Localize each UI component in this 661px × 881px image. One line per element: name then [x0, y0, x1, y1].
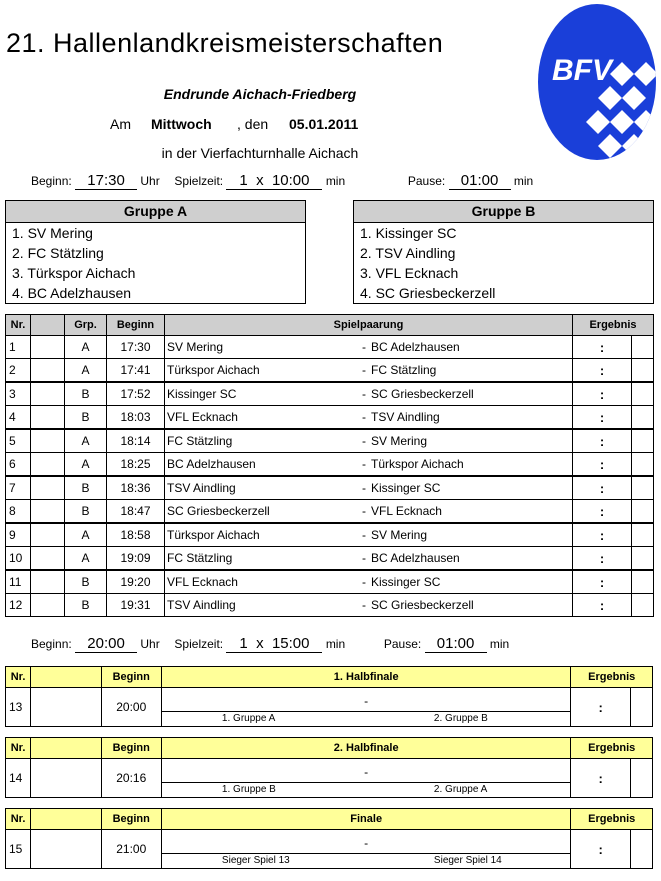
result-field[interactable]: :	[573, 523, 632, 547]
final-title: Finale	[161, 809, 571, 830]
match-time: 18:47	[107, 500, 165, 524]
group-b-team: 1. Kissinger SC	[360, 225, 457, 241]
table-row	[6, 759, 653, 798]
match-pairing	[165, 453, 573, 477]
col-result: Ergebnis	[571, 738, 653, 759]
away-team: Türkspor Aichach	[371, 457, 464, 471]
vs-dash: -	[364, 836, 369, 850]
result-field[interactable]: :	[571, 759, 630, 798]
group-b-box	[353, 200, 654, 304]
table-row	[6, 500, 654, 524]
result-field[interactable]: :	[573, 382, 632, 406]
match-nr: 5	[6, 429, 31, 453]
home-team: SV Mering	[167, 340, 224, 354]
match-nr: 13	[6, 688, 31, 727]
home-team: TSV Aindling	[167, 598, 236, 612]
match-group: A	[65, 336, 107, 359]
spielzeit-value: 1 x 10:00	[226, 172, 322, 190]
match-group: A	[65, 429, 107, 453]
match-group: B	[65, 570, 107, 594]
event-subtitle: Endrunde Aichach-Friedberg	[163, 86, 357, 102]
min-label-2: min	[489, 637, 510, 651]
away-team: SV Mering	[371, 434, 428, 448]
col-nr: Nr.	[6, 667, 31, 688]
col-nr: Nr.	[6, 738, 31, 759]
final-table	[5, 737, 653, 798]
final-pairing	[161, 688, 571, 727]
match-time: 20:16	[101, 759, 161, 798]
home-team: TSV Aindling	[167, 481, 236, 495]
col-beginn: Beginn	[101, 667, 161, 688]
min-label: min	[325, 637, 346, 651]
group-b-title: Gruppe B	[354, 201, 653, 223]
match-time: 19:31	[107, 594, 165, 617]
final-right-slot: 2. Gruppe A	[433, 784, 488, 795]
beginn-label: Beginn:	[31, 174, 72, 188]
final-table	[5, 666, 653, 727]
match-nr: 4	[6, 406, 31, 430]
result-field[interactable]: :	[571, 830, 630, 869]
match-time: 18:03	[107, 406, 165, 430]
match-pairing	[165, 429, 573, 453]
final-header-row	[6, 738, 653, 759]
result-field[interactable]: :	[573, 476, 632, 500]
result-field[interactable]: :	[573, 336, 632, 359]
schedule-header-row	[6, 315, 654, 336]
table-row	[6, 476, 654, 500]
bfv-logo	[536, 2, 658, 167]
group-a-box	[5, 200, 306, 304]
col-result: Ergebnis	[573, 315, 654, 336]
match-group: A	[65, 453, 107, 477]
vs-dash: -	[362, 575, 366, 589]
home-team: SC Griesbeckerzell	[167, 504, 270, 518]
away-team: VFL Ecknach	[371, 504, 442, 518]
schedule-table	[5, 314, 654, 617]
match-pairing	[165, 336, 573, 359]
match-nr: 1	[6, 336, 31, 359]
page-title: 21. Hallenlandkreismeisterschaften	[6, 28, 444, 58]
date-weekday: Mittwoch	[151, 116, 212, 132]
result-field[interactable]: :	[573, 406, 632, 430]
group-a-team: 2. FC Stätzling	[12, 245, 104, 261]
col-result: Ergebnis	[571, 667, 653, 688]
final-header-row	[6, 809, 653, 830]
away-team: FC Stätzling	[371, 363, 437, 377]
match-nr: 15	[6, 830, 31, 869]
match-group: B	[65, 476, 107, 500]
group-b-team: 2. TSV Aindling	[360, 245, 456, 261]
final-time-row	[31, 635, 509, 653]
result-field[interactable]: :	[573, 570, 632, 594]
match-nr: 12	[6, 594, 31, 617]
match-pairing	[165, 382, 573, 406]
col-grp: Grp.	[65, 315, 107, 336]
min-label: min	[325, 174, 346, 188]
table-row	[6, 359, 654, 383]
away-team: Kissinger SC	[371, 481, 441, 495]
vs-dash: -	[362, 410, 366, 424]
col-pairing: Spielpaarung	[165, 315, 573, 336]
group-b-team: 3. VFL Ecknach	[360, 265, 459, 281]
vs-dash: -	[362, 457, 366, 471]
home-team: FC Stätzling	[167, 551, 233, 565]
spielzeit-label: Spielzeit:	[174, 174, 224, 188]
vs-dash: -	[362, 387, 366, 401]
group-a-title: Gruppe A	[6, 201, 305, 223]
final-title: 1. Halbfinale	[161, 667, 571, 688]
pause-label: Pause:	[407, 174, 446, 188]
match-group: B	[65, 594, 107, 617]
match-group: A	[65, 359, 107, 383]
table-row	[6, 406, 654, 430]
result-field[interactable]: :	[573, 429, 632, 453]
away-team: SC Griesbeckerzell	[371, 598, 474, 612]
match-pairing	[165, 500, 573, 524]
logo-text: BFV	[552, 54, 612, 87]
date-am-label: Am	[110, 116, 131, 132]
beginn-label: Beginn:	[31, 637, 72, 651]
table-row	[6, 429, 654, 453]
uhr-label: Uhr	[140, 174, 160, 188]
match-time: 18:36	[107, 476, 165, 500]
match-time: 19:20	[107, 570, 165, 594]
col-result: Ergebnis	[571, 809, 653, 830]
table-row	[6, 830, 653, 869]
col-nr: Nr.	[6, 809, 31, 830]
home-team: VFL Ecknach	[167, 410, 238, 424]
vs-dash: -	[362, 340, 366, 354]
match-nr: 14	[6, 759, 31, 798]
match-nr: 7	[6, 476, 31, 500]
group-b-team: 4. SC Griesbeckerzell	[360, 285, 496, 301]
home-team: Türkspor Aichach	[167, 363, 260, 377]
match-time: 19:09	[107, 547, 165, 571]
col-beginn: Beginn	[101, 809, 161, 830]
vs-dash: -	[364, 694, 369, 708]
home-team: Kissinger SC	[167, 387, 237, 401]
table-row	[6, 336, 654, 359]
col-beginn: Beginn	[101, 738, 161, 759]
match-pairing	[165, 359, 573, 383]
group-a-team: 1. SV Mering	[12, 225, 93, 241]
spielzeit-value: 1 x 15:00	[226, 635, 322, 653]
match-group: A	[65, 523, 107, 547]
result-field[interactable]: :	[573, 453, 632, 477]
result-field[interactable]: :	[573, 547, 632, 571]
home-team: FC Stätzling	[167, 434, 233, 448]
venue: in der Vierfachturnhalle Aichach	[161, 145, 359, 161]
col-nr: Nr.	[6, 315, 31, 336]
match-nr: 2	[6, 359, 31, 383]
final-pairing	[161, 759, 571, 798]
result-field[interactable]: :	[573, 594, 632, 617]
home-team: VFL Ecknach	[167, 575, 238, 589]
match-nr: 9	[6, 523, 31, 547]
away-team: BC Adelzhausen	[371, 551, 460, 565]
match-nr: 3	[6, 382, 31, 406]
match-time: 18:58	[107, 523, 165, 547]
result-field[interactable]: :	[571, 688, 630, 727]
table-row	[6, 453, 654, 477]
match-time: 17:30	[107, 336, 165, 359]
vs-dash: -	[362, 434, 366, 448]
match-nr: 10	[6, 547, 31, 571]
match-group: A	[65, 547, 107, 571]
match-pairing	[165, 570, 573, 594]
match-nr: 6	[6, 453, 31, 477]
table-row	[6, 570, 654, 594]
group-a-team: 3. Türkspor Aichach	[12, 265, 136, 281]
match-group: B	[65, 406, 107, 430]
min-label-2: min	[513, 174, 534, 188]
match-nr: 11	[6, 570, 31, 594]
result-field[interactable]: :	[573, 500, 632, 524]
pause-value: 01:00	[449, 172, 511, 190]
spielzeit-label: Spielzeit:	[174, 637, 224, 651]
table-row	[6, 688, 653, 727]
match-pairing	[165, 406, 573, 430]
home-team: Türkspor Aichach	[167, 528, 260, 542]
vs-dash: -	[362, 504, 366, 518]
match-time: 17:41	[107, 359, 165, 383]
vs-dash: -	[362, 551, 366, 565]
table-row	[6, 523, 654, 547]
pause-value: 01:00	[425, 635, 487, 653]
away-team: SV Mering	[371, 528, 428, 542]
result-field[interactable]: :	[573, 359, 632, 383]
match-pairing	[165, 476, 573, 500]
uhr-label: Uhr	[140, 637, 160, 651]
match-group: B	[65, 382, 107, 406]
match-group: B	[65, 500, 107, 524]
away-team: TSV Aindling	[371, 410, 440, 424]
final-left-slot: 1. Gruppe B	[221, 784, 276, 795]
final-right-slot: Sieger Spiel 14	[433, 855, 502, 866]
date-value: 05.01.2011	[289, 116, 359, 132]
date-den-label: , den	[237, 116, 269, 132]
match-time: 20:00	[101, 688, 161, 727]
match-time: 17:52	[107, 382, 165, 406]
final-title: 2. Halbfinale	[161, 738, 571, 759]
away-team: Kissinger SC	[371, 575, 441, 589]
prelim-time-row	[31, 172, 533, 190]
vs-dash: -	[364, 765, 369, 779]
table-row	[6, 547, 654, 571]
match-pairing	[165, 547, 573, 571]
final-table	[5, 808, 653, 869]
group-a-team: 4. BC Adelzhausen	[12, 285, 132, 301]
vs-dash: -	[362, 363, 366, 377]
final-right-slot: 2. Gruppe B	[433, 713, 488, 724]
match-pairing	[165, 594, 573, 617]
match-pairing	[165, 523, 573, 547]
pause-label: Pause:	[383, 637, 422, 651]
table-row	[6, 594, 654, 617]
beginn-value: 17:30	[75, 172, 137, 190]
final-left-slot: Sieger Spiel 13	[221, 855, 290, 866]
vs-dash: -	[362, 481, 366, 495]
beginn-value: 20:00	[75, 635, 137, 653]
match-nr: 8	[6, 500, 31, 524]
away-team: SC Griesbeckerzell	[371, 387, 474, 401]
final-pairing	[161, 830, 571, 869]
table-row	[6, 382, 654, 406]
match-time: 18:25	[107, 453, 165, 477]
vs-dash: -	[362, 528, 366, 542]
vs-dash: -	[362, 598, 366, 612]
final-header-row	[6, 667, 653, 688]
col-beginn: Beginn	[107, 315, 165, 336]
match-time: 18:14	[107, 429, 165, 453]
away-team: BC Adelzhausen	[371, 340, 460, 354]
match-time: 21:00	[101, 830, 161, 869]
home-team: BC Adelzhausen	[167, 457, 256, 471]
final-left-slot: 1. Gruppe A	[221, 713, 276, 724]
